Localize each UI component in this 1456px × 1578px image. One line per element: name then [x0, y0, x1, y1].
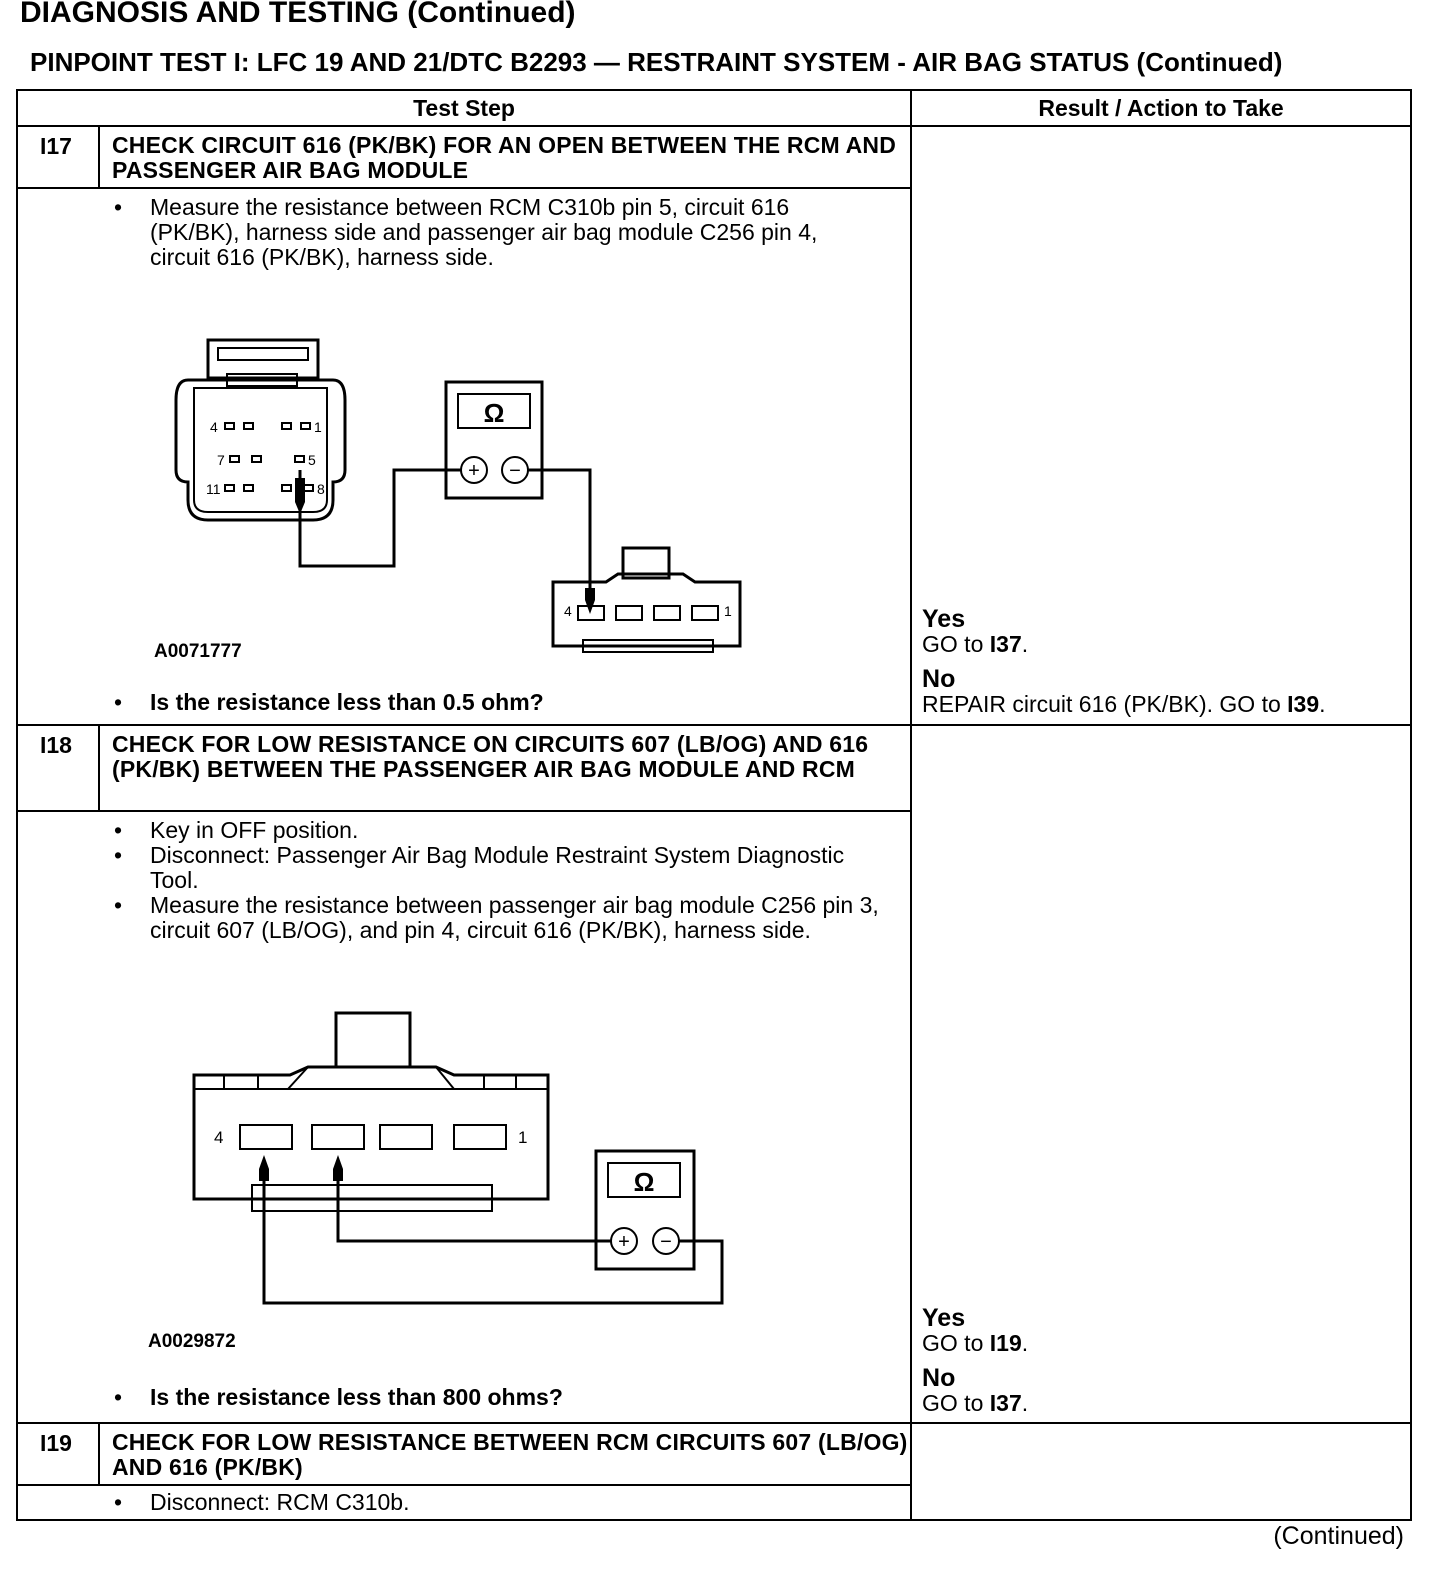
procedure-table [16, 89, 1412, 1521]
step-row-i17-heading [17, 126, 1411, 188]
wiring-diagram-i18 [18, 943, 908, 1385]
wiring-diagram-i17 [18, 270, 908, 690]
plus-symbol-icon: + [468, 460, 480, 482]
pin-label: 1 [518, 1128, 528, 1147]
step-heading: CHECK CIRCUIT 616 (PK/BK) FOR AN OPEN BETWEEN THE RCM AND PASSENGER AIR BAG MODULE [99, 126, 911, 188]
airbag-connector-body [553, 574, 740, 646]
result-cell-i19 [911, 1423, 1411, 1520]
pin-label: 11 [206, 481, 221, 497]
minus-symbol-icon: − [509, 460, 521, 482]
page-title: DIAGNOSIS AND TESTING (Continued) [20, 0, 576, 29]
airbag-connector-body [194, 1067, 548, 1199]
result-yes-label: Yes [922, 1304, 966, 1332]
probe-tip-icon [259, 1155, 269, 1181]
pin-label: 1 [314, 419, 322, 435]
step-body [17, 188, 911, 725]
list-item: • Measure the resistance between RCM C310b pin 5, circuit 616 (PK/BK), harness side and passenger air bag module C256 pin 4, circuit 616 (PK/BK), harness side. [114, 194, 818, 270]
list-item: • Disconnect: RCM C310b. [114, 1489, 410, 1515]
ohm-symbol-icon: Ω [633, 1167, 655, 1197]
table-header-row [17, 90, 1411, 126]
list-item: • Measure the resistance between passenger air bag module C256 pin 3, circuit 607 (LB/OG), and pin 4, circuit 616 (PK/BK), harness side. [114, 892, 879, 943]
step-row-i19-heading [17, 1423, 1411, 1485]
step-question: • Is the resistance less than 800 ohms? [114, 1384, 563, 1410]
pin-label: 5 [308, 452, 316, 468]
figure-a0029872 [18, 943, 910, 1385]
rcm-connector-body [176, 380, 345, 520]
result-yes-label: Yes [922, 605, 966, 633]
list-item: • Disconnect: Passenger Air Bag Module Restraint System Diagnostic Tool. [114, 842, 845, 893]
result-no-label: No [922, 665, 956, 693]
step-ref-link[interactable]: I39 [1287, 691, 1320, 717]
step-body [17, 811, 911, 1423]
airbag-connector-latch [336, 1013, 410, 1067]
col-header-test-step: Test Step [17, 90, 911, 126]
probe-tip-icon [333, 1155, 343, 1181]
step-row-i18-heading [17, 725, 1411, 811]
step-id: I17 [17, 126, 99, 188]
pin-label: 4 [214, 1128, 224, 1147]
probe-tip-icon [585, 588, 595, 614]
result-cell-i17 [911, 126, 1411, 725]
ohm-symbol-icon: Ω [483, 398, 505, 428]
pin-label: 8 [317, 481, 325, 497]
figure-id: A0071777 [154, 641, 242, 662]
step-ref-link[interactable]: I37 [989, 1390, 1022, 1416]
col-header-result: Result / Action to Take [911, 90, 1411, 126]
result-yes-text: GO to I37. [922, 631, 1029, 657]
result-cell-i18 [911, 725, 1411, 1423]
step-body [17, 1485, 911, 1520]
result-no-text: REPAIR circuit 616 (PK/BK). GO to I39. [922, 691, 1326, 717]
result-no-text: GO to I37. [922, 1390, 1029, 1416]
minus-symbol-icon: − [660, 1231, 672, 1253]
step-id: I19 [17, 1423, 99, 1485]
pinpoint-test-title: PINPOINT TEST I: LFC 19 AND 21/DTC B2293 — RESTRAINT SYSTEM - AIR BAG STATUS (Continued) [30, 47, 1283, 77]
probe-tip-icon [295, 478, 305, 514]
pin-label: 1 [724, 603, 732, 619]
pin-label: 4 [210, 419, 218, 435]
step-heading: CHECK FOR LOW RESISTANCE BETWEEN RCM CIRCUITS 607 (LB/OG) AND 616 (PK/BK) [99, 1423, 911, 1485]
step-question: • Is the resistance less than 0.5 ohm? [114, 689, 544, 715]
list-item: • Key in OFF position. [114, 817, 359, 843]
step-heading: CHECK FOR LOW RESISTANCE ON CIRCUITS 607 (LB/OG) AND 616 (PK/BK) BETWEEN THE PASSENGER AIR BAG MODULE AND RCM [99, 725, 911, 811]
step-ref-link[interactable]: I19 [989, 1330, 1022, 1356]
result-yes-text: GO to I19. [922, 1330, 1029, 1356]
pin-label: 4 [564, 603, 572, 619]
figure-a0071777 [18, 270, 910, 690]
step-id: I18 [17, 725, 99, 811]
plus-symbol-icon: + [618, 1231, 630, 1253]
figure-id: A0029872 [148, 1331, 236, 1352]
result-no-label: No [922, 1364, 956, 1392]
step-ref-link[interactable]: I37 [989, 631, 1022, 657]
continued-footer: (Continued) [1273, 1522, 1404, 1550]
pin-label: 7 [217, 452, 225, 468]
